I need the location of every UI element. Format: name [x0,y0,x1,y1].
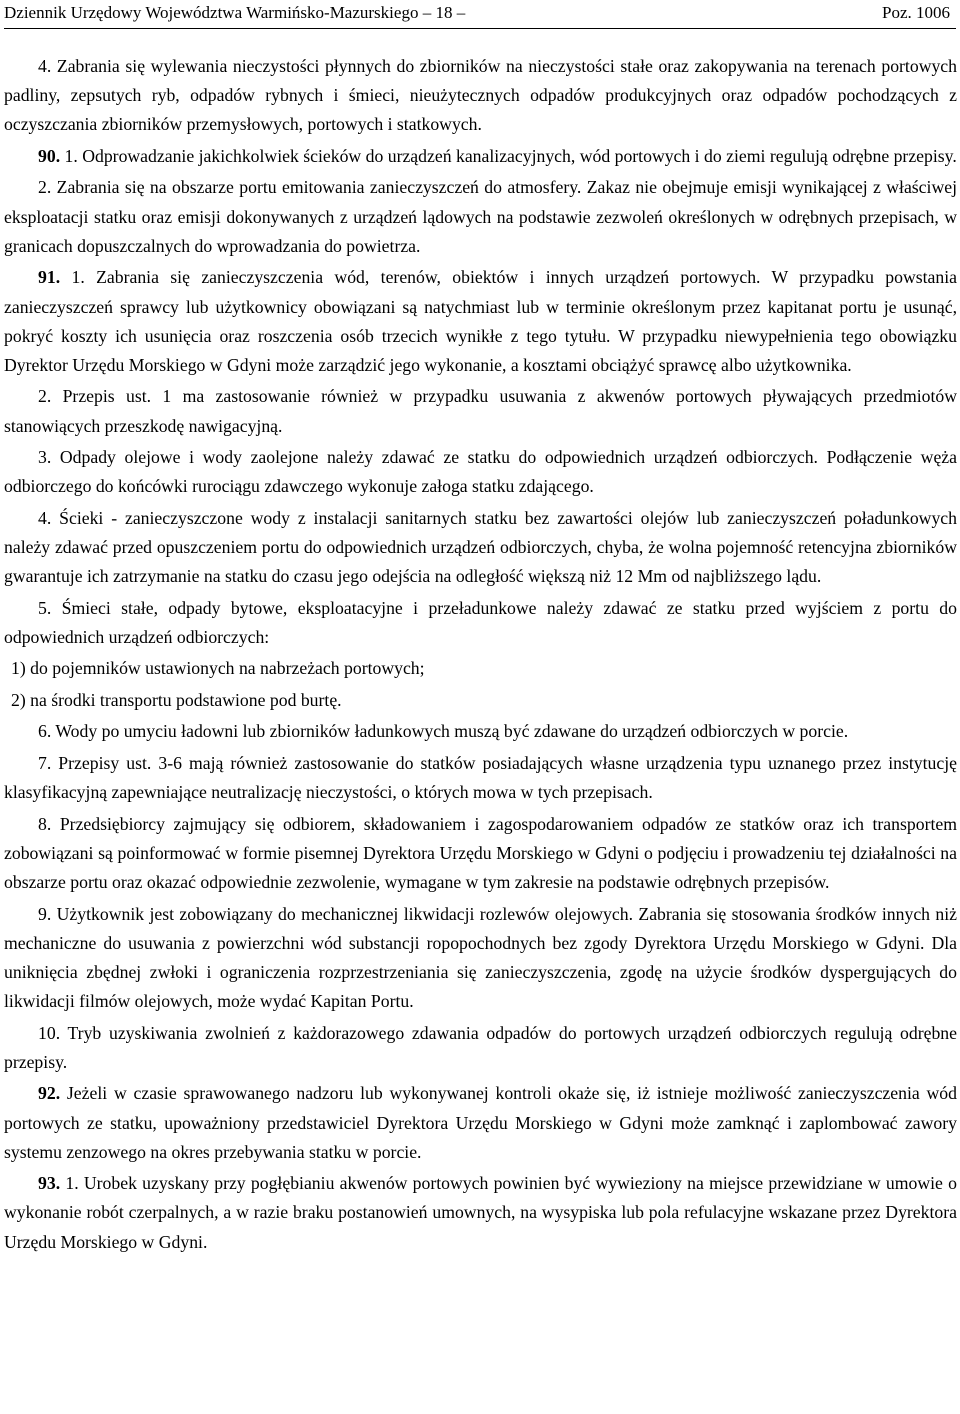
paragraph: 4. Ścieki - zanieczyszczone wody z instalacji sanitarnych statku bez zawartości olejów lub zanieczyszczeń poładunkowych należy zdawać przed opuszczeniem portu do odpowiednich urządzeń odbiorczych, chyba, że wolna pojemność retencyjna zbiorników gwarantuje ich zatrzymanie na statku do czasu jego odejścia na odległość większą niż 12 Mm od najbliższego lądu. [4,507,957,587]
paragraph-section-92: 92. Jeżeli w czasie sprawowanego nadzoru lub wykonywanej kontroli okaże się, iż istnieje możliwość zanieczyszczenia wód portowych ze statku, upoważniony przedstawiciel Dyrektora Urzędu Morskiego w Gdyni może zamknąć i zaplombować zawory systemu zenzowego na okres przebywania statku w porcie. [4,1083,957,1162]
paragraph-section-93: 93. 1. Urobek uzyskany przy pogłębianiu akwenów portowych powinien być wywieziony na miejsce przewidziane w umowie o wykonanie robót czerpalnych, a w razie braku postanowień umownych, na wysypiska lub pola refulacyjne wskazane przez Dyrektora Urzędu Morskiego w Gdyni. [4,1173,957,1252]
paragraph: 2. Zabrania się na obszarze portu emitowania zanieczyszczeń do atmosfery. Zakaz nie obejmuje emisji wynikającej z właściwej eksploatacji statku oraz emisji dokonywanych z urządzeń lądowych na podstawie zezwoleń określonych w odrębnych przepisach, w granicach dopuszczalnych do wprowadzania do powietrza. [4,177,957,256]
journal-title: Dziennik Urzędowy Województwa Warmińsko-Mazurskiego – 18 – [4,3,466,22]
paragraph: 8. Przedsiębiorcy zajmujący się odbiorem, składowaniem i zagospodarowaniem odpadów ze statków oraz ich transportem zobowiązani są poinformować w formie pisemnej Dyrektora Urzędu Morskiego w Gdyni o podjęciu i prowadzeniu tej działalności na obszarze portu oraz okazać odpowiednie zezwolenie, wymagane w tym zakresie na podstawie odrębnych przepisów. [4,813,957,893]
section-number: 93. [38,1173,61,1194]
paragraph: 6. Wody po umyciu ładowni lub zbiorników ładunkowych muszą być zdawane do urządzeń odbiorczych w porcie. [38,721,849,742]
paragraph: 9. Użytkownik jest zobowiązany do mechanicznej likwidacji rozlewów olejowych. Zabrania się stosowania środków innych niż mechaniczne do usuwania z powierzchni wód substancji ropopochodnych bez zgody Dyrektora Urzędu Morskiego w Gdyni. Dla uniknięcia zbędnej zwłoki i ograniczenia rozprzestrzeniania się zanieczyszczenia, zgodę na użycie środków dyspergujących do likwidacji filmów olejowych, może wydać Kapitan Portu. [4,903,957,1012]
page-header [4,4,956,29]
section-number: 90. [38,145,61,166]
section-number: 92. [38,1083,61,1104]
paragraph-section-91: 91. 1. Zabrania się zanieczyszczenia wód, terenów, obiektów i innych urządzeń portowych. W przypadku powstania zanieczyszczeń sprawcy lub użytkownicy obowiązani są natychmiast lub w terminie określonym przez kapitanat portu je usunąć, pokryć koszty ich usunięcia oraz roszczenia osób trzecich wynikłe z tego tytułu. W przypadku niewypełnienia tego obowiązku Dyrektor Urzędu Morskiego w Gdyni może zarządzić jego wykonanie, a kosztami obciążyć sprawcę albo użytkownika. [4,267,957,375]
paragraph: 4. Zabrania się wylewania nieczystości płynnych do zbiorników na nieczystości stałe oraz zakopywania na terenach portowych padliny, zepsutych ryb, odpadów rybnych i śmieci, nieużytecznych odpadów produkcyjnych oraz odpadów pochodzących z oczyszczania zbiorników przemysłowych, portowych i statkowych. [4,56,957,135]
paragraph: 7. Przepisy ust. 3-6 mają również zastosowanie do statków posiadających własne urządzenia typu uznanego przez instytucję klasyfikacyjną zapewniające neutralizację nieczystości, o których mowa w tych przepisach. [4,752,957,803]
list-item: 1) do pojemników ustawionych na nabrzeżach portowych; [11,658,425,679]
paragraph: 3. Odpady olejowe i wody zaolejone należy zdawać ze statku do odpowiednich urządzeń odbiorczych. Podłączenie węża odbiorczego do końcówki rurociągu zdawczego wykonuje załoga statku zdającego. [4,447,957,497]
list-item: 2) na środki transportu podstawione pod burtę. [11,689,342,710]
position-number: Poz. 1006 [882,3,950,22]
document-body [4,52,957,1257]
section-number: 91. [38,267,61,288]
paragraph: 10. Tryb uzyskiwania zwolnień z każdorazowego zdawania odpadów do portowych urządzeń odbiorczych regulują odrębne przepisy. [4,1022,957,1072]
paragraph: 2. Przepis ust. 1 ma zastosowanie również w przypadku usuwania z akwenów portowych pływających przedmiotów stanowiących przeszkodę nawigacyjną. [4,386,957,436]
paragraph: 5. Śmieci stałe, odpady bytowe, eksploatacyjne i przeładunkowe należy zdawać ze statku przed wyjściem z portu do odpowiednich urządzeń odbiorczych: [4,597,957,647]
paragraph-section-90: 90. 1. Odprowadzanie jakichkolwiek ścieków do urządzeń kanalizacyjnych, wód portowych i do ziemi regulują odrębne przepisy. [38,145,957,166]
